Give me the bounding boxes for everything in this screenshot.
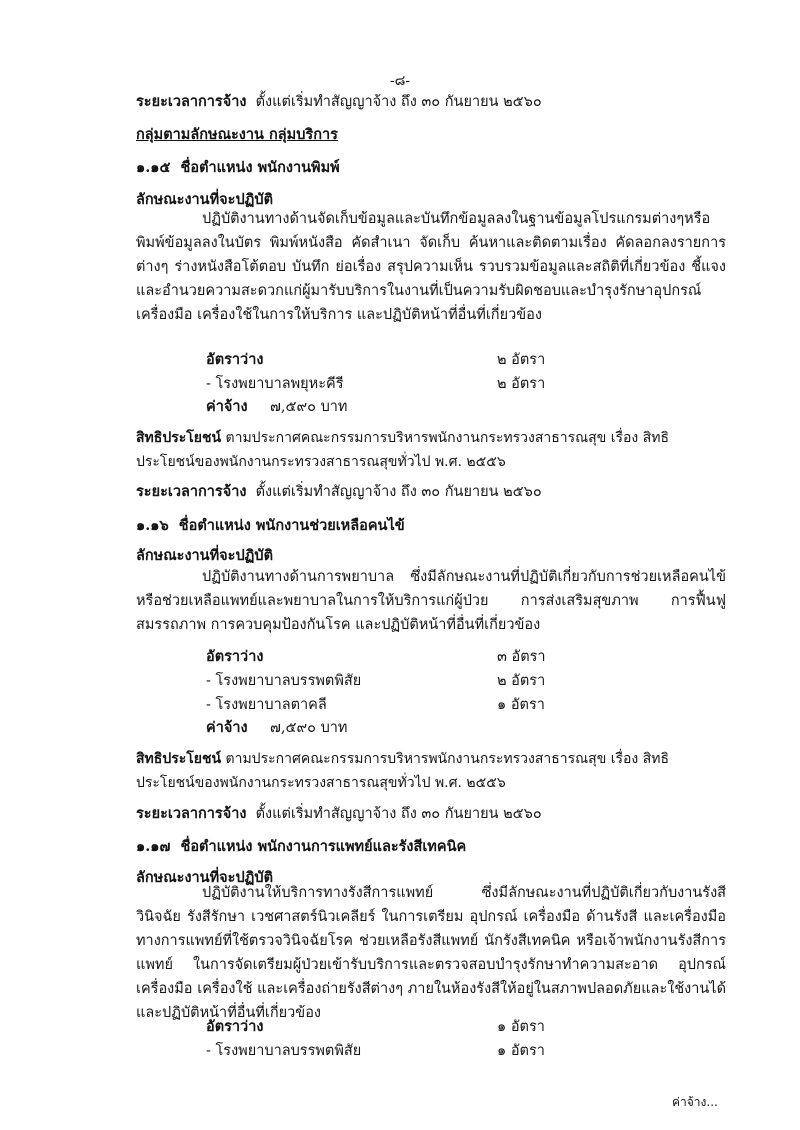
wage-label: ค่าจ้าง (206, 719, 248, 736)
position-name-label: ชื่อตำแหน่ง (180, 838, 253, 855)
group-heading: กลุ่มตามลักษณะงาน กลุ่มบริการ (136, 126, 338, 143)
hospital-name: - โรงพยาบาลบรรพตพิสัย (206, 673, 362, 689)
position-number: ๑.๑๕ (136, 159, 171, 176)
duties-heading: ลักษณะงานที่จะปฏิบัติ (136, 547, 273, 564)
position-number: ๑.๑๗ (136, 838, 171, 855)
position-name: พนักงานช่วยเหลือคนไข้ (255, 517, 405, 534)
wage-row (206, 719, 586, 737)
vacancy-label: อัตราว่าง (206, 648, 264, 665)
position-title (136, 838, 466, 856)
hospital-count: ๑ อัตรา (497, 1043, 545, 1059)
position-name: พนักงานการแพทย์และรังสีเทคนิค (257, 838, 467, 855)
period-label: ระยะเวลาการจ้าง (136, 805, 247, 822)
hospital-row (206, 375, 586, 393)
hospital-count: ๒ อัตรา (497, 376, 546, 392)
vacancy-row (206, 351, 586, 369)
position-name-label: ชื่อตำแหน่ง (180, 159, 253, 176)
duties-heading: ลักษณะงานที่จะปฏิบัติ (136, 191, 273, 208)
wage-label: ค่าจ้าง (206, 398, 248, 415)
benefit-label: สิทธิประโยชน์ (136, 751, 222, 767)
position-name-label: ชื่อตำแหน่ง (178, 517, 251, 534)
period-line (136, 805, 542, 823)
top-period-line (136, 93, 542, 111)
position-title (136, 159, 340, 177)
benefit-text: ตามประกาศคณะกรรมการบริหารพนักงานกระทรวงสาธารณสุข เรื่อง สิทธิประโยชน์ของพนักงานกระทรวงสาธารณสุขทั่วไป พ.ศ. ๒๕๕๖ (136, 430, 670, 470)
wage-amount: ๗,๕๙๐ บาท (270, 720, 348, 736)
vacancy-count: ๑ อัตรา (497, 1019, 545, 1035)
wage-amount: ๗,๕๙๐ บาท (270, 399, 348, 415)
footer-continuation: ค่าจ้าง... (672, 1095, 718, 1109)
position-name: พนักงานพิมพ์ (257, 159, 340, 176)
period-label: ระยะเวลาการจ้าง (136, 93, 247, 110)
period-line (136, 483, 542, 501)
period-text: ตั้งแต่เริ่มทำสัญญาจ้าง ถึง ๓๐ กันยายน ๒๕๖๐ (255, 806, 542, 822)
hospital-name: - โรงพยาบาลตาคลี (206, 697, 327, 713)
vacancy-label: อัตราว่าง (206, 1018, 264, 1035)
period-text: ตั้งแต่เริ่มทำสัญญาจ้าง ถึง ๓๐ กันยายน ๒๕๖๐ (255, 94, 542, 110)
period-text: ตั้งแต่เริ่มทำสัญญาจ้าง ถึง ๓๐ กันยายน ๒๕๖๐ (255, 484, 542, 500)
hospital-row (206, 672, 586, 690)
hospital-row (206, 1042, 586, 1060)
hospital-count: ๒ อัตรา (497, 673, 546, 689)
benefit-paragraph (136, 747, 726, 795)
benefit-paragraph (136, 426, 726, 474)
duties-paragraph: ปฏิบัติงานทางด้านจัดเก็บข้อมูลและบันทึกข้อมูลลงในฐานข้อมูลโปรแกรมต่างๆหรือพิมพ์ข้อมูลลงในบัตร พิมพ์หนังสือ คัดสำเนา จัดเก็บ ค้นหาและติดตามเรื่อง คัดลอกลงรายการต่างๆ ร่างหนังสือโต้ตอบ บันทึก ย่อเรื่อง สรุปความเห็น รวบรวมข้อมูลและสถิติที่เกี่ยวข้อง ชี้แจงและอำนวยความสะดวกแก่ผู้มารับบริการในงานที่เป็นความรับผิดชอบและบำรุงรักษาอุปกรณ์ เครื่องมือ เครื่องใช้ในการให้บริการ และปฏิบัติหน้าที่อื่นที่เกี่ยวข้อง (136, 211, 726, 323)
duties-paragraph: ปฏิบัติงานทางด้านการพยาบาล ซึ่งมีลักษณะงานที่ปฏิบัติเกี่ยวกับการช่วยเหลือคนไข้หรือช่วยเหลือแพทย์และพยาบาลในการให้บริการแก่ผู้ป่วย การส่งเสริมสุขภาพ การฟื้นฟูสมรรถภาพ การควบคุมป้องกันโรค และปฏิบัติหน้าที่อื่นที่เกี่ยวข้อง (136, 569, 726, 633)
hospital-count: ๑ อัตรา (497, 697, 545, 713)
vacancy-row (206, 1018, 586, 1036)
hospital-name: - โรงพยาบาลบรรพตพิสัย (206, 1043, 362, 1059)
position-title (136, 517, 405, 535)
vacancy-row (206, 648, 586, 666)
duties-heading: ลักษณะงานที่จะปฏิบัติ (136, 869, 273, 886)
hospital-name: - โรงพยาบาลพยุหะคีรี (206, 376, 344, 392)
position-number: ๑.๑๖ (136, 517, 169, 534)
vacancy-count: ๒ อัตรา (497, 352, 546, 368)
benefit-text: ตามประกาศคณะกรรมการบริหารพนักงานกระทรวงสาธารณสุข เรื่อง สิทธิประโยชน์ของพนักงานกระทรวงสาธารณสุขทั่วไป พ.ศ. ๒๕๕๖ (136, 751, 670, 791)
vacancy-label: อัตราว่าง (206, 351, 264, 368)
period-label: ระยะเวลาการจ้าง (136, 483, 247, 500)
vacancy-count: ๓ อัตรา (497, 649, 546, 665)
duties-paragraph: ปฏิบัติงานให้บริการทางรังสีการแพทย์ ซึ่งมีลักษณะงานที่ปฏิบัติเกี่ยวกับงานรังสีวินิจฉัย รังสีรักษา เวชศาสตร์นิวเคลียร์ ในการเตรียม อุปกรณ์ เครื่องมือ ด้านรังสี และเครื่องมือทางการแพทย์ที่ใช้ตรวจวินิจฉัยโรค ช่วยเหลือรังสีแพทย์ นักรังสีเทคนิค หรือเจ้าพนักงานรังสีการแพทย์ ในการจัดเตรียมผู้ป่วยเข้ารับบริการและตรวจสอบบำรุงรักษาทำความสะอาด อุปกรณ์ เครื่องมือ เครื่องใช้ และเครื่องถ่ายรังสีต่างๆ ภายในห้องรังสีให้อยู่ในสภาพปลอดภัยและใช้งานได้ และปฏิบัติหน้าที่อื่นที่เกี่ยวข้อง (136, 885, 726, 1021)
hospital-row (206, 696, 586, 714)
page-number: -๘- (389, 73, 411, 89)
wage-row (206, 398, 586, 416)
benefit-label: สิทธิประโยชน์ (136, 430, 222, 446)
